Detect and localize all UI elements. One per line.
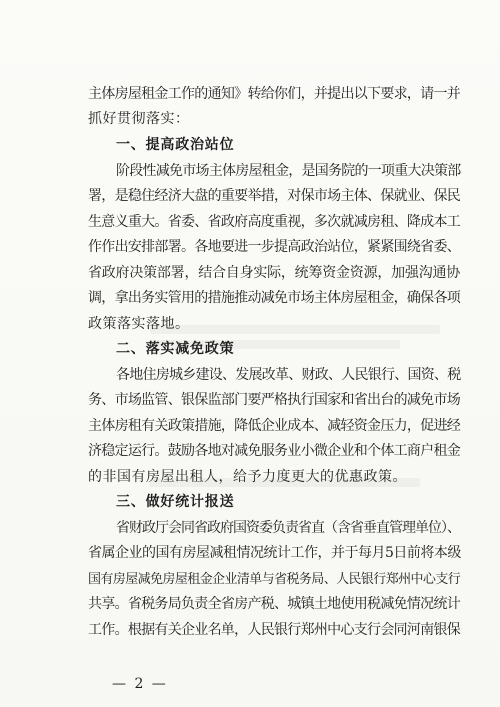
body-text-line: 生意义重大。省委、省政府高度重视，多次就减房租、降成本工 <box>88 214 460 230</box>
body-text-line: 工作。根据有关企业名单，人民银行郑州中心支行会同河南银保 <box>88 622 460 638</box>
section-heading-1: 一、提高政治站位 <box>116 137 235 153</box>
body-text-line: 政策落实落地。 <box>88 316 190 332</box>
body-text-line: 作作出安排部署。各地要进一步提高政治站位，紧紧围绕省委、 <box>88 239 460 255</box>
page-number: — 2 — <box>112 676 168 692</box>
body-text-line: 国有房屋减免房屋租金企业清单与省税务局、人民银行郑州中心支行 <box>88 572 460 587</box>
body-text-line: 济稳定运行。鼓励各地对减免服务业小微企业和个体工商户租金 <box>88 443 460 459</box>
body-text-line: 调，拿出务实管用的措施推动减免市场主体房屋租金，确保各项 <box>88 290 460 306</box>
section-heading-2: 二、落实减免政策 <box>116 341 235 357</box>
body-text-line: 主体房屋租金工作的通知》转给你们，并提出以下要求，请一并 <box>88 86 460 102</box>
body-text-line: 署，是稳住经济大盘的重要举措，对保市场主体、保就业、保民 <box>88 188 460 204</box>
body-text-line: 省属企业的国有房屋减租情况统计工作，并于每月5日前将本级 <box>88 545 461 561</box>
body-text-line: 阶段性减免市场主体房屋租金，是国务院的一项重大决策部 <box>116 163 461 179</box>
body-text-line: 主体房租有关政策措施，降低企业成本、减轻资金压力，促进经 <box>88 418 460 434</box>
body-text-line: 省政府决策部署，结合自身实际，统筹资金资源，加强沟通协 <box>88 265 460 281</box>
body-text-line: 省财政厅会同省政府国资委负责省直（含省垂直管理单位）、 <box>116 520 460 536</box>
section-heading-3: 三、做好统计报送 <box>116 494 235 510</box>
body-text-line: 各地住房城乡建设、发展改革、财政、人民银行、国资、税 <box>116 367 461 383</box>
body-text-line: 共享。省税务局负责全省房产税、城镇土地使用税减免情况统计 <box>88 596 460 612</box>
body-text-line: 务、市场监管、银保监部门要严格执行国家和省出台的减免市场 <box>88 392 460 408</box>
body-text-line: 的非国有房屋出租人，给予力度更大的优惠政策。 <box>88 469 407 485</box>
body-text-line: 抓好贯彻落实： <box>88 111 190 127</box>
